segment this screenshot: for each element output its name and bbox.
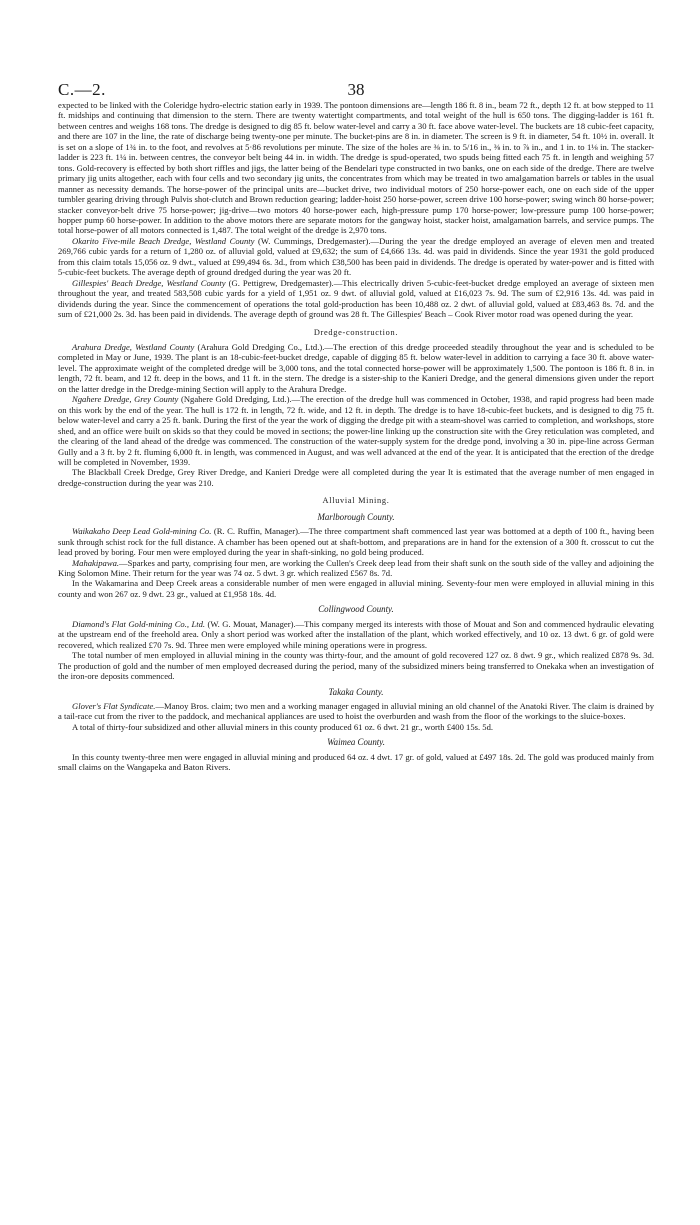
paragraph-diamonds-flat: [58, 619, 654, 650]
paragraph-ngahere: [58, 394, 654, 467]
okarito-title: Okarito Five-mile Beach Dredge, Westland County: [72, 235, 255, 246]
diamonds-title: Diamond's Flat Gold-mining Co., Ltd.: [72, 618, 206, 629]
paragraph-blackball: The Blackball Creek Dredge, Grey River Dredge, and Kanieri Dredge were all completed during the year It is estimated that the average number of men engaged in dredge-construction during the year was 210.: [58, 467, 654, 488]
paragraph-gillespies: [58, 278, 654, 320]
glovers-text: —Manoy Bros. claim; two men and a working manager engaged in alluvial mining an old channel of the Anatoki River. The claim is drained by a tail-race cut from the river to the paddock, and mechanical appliances are used to hoist the overburden and wash from the floor of the workings to the sluice-boxes.: [58, 701, 654, 722]
page-header: [58, 0, 654, 100]
gillespies-title: Gillespies' Beach Dredge, Westland County: [72, 277, 226, 288]
paragraph-waimea: In this county twenty-three men were engaged in alluvial mining and produced 64 oz. 4 dwt. 17 gr. of gold, valued at £497 18s. 2d. The gold was produced mainly from small claims on the Wangapeka and Baton Rivers.: [58, 751, 654, 773]
document-body: [58, 100, 654, 773]
paragraph-collingwood-total: The total number of men employed in alluvial mining in the county was thirty-four, and the amount of gold recovered 127 oz. 8 dwt. 9 gr., which realized £878 9s. 3d. The production of gold and the number of men employed decreased during the period, many of the subsidized miners being transferred to Onekaka when an investigation of the iron-ore deposits commenced.: [58, 650, 654, 682]
paragraph-arahura: [58, 342, 654, 394]
diamonds-text: (W. G. Mouat, Manager).—This company merged its interests with those of Mouat and Son and commenced hydraulic elevating at the upstream end of the freehold area. Only a short period was worked after the installation of the plant, which worked effectively, and 10 oz. 13 dwt. 6 gr. of gold were recovered, which realized £70 7s. 9d. Three men were employed while mining operations were in progress.: [58, 618, 654, 650]
heading-dredge-construction: Dredge-construction.: [313, 327, 399, 337]
page-number: 38: [347, 80, 365, 99]
paragraph-mahakipawa: [58, 558, 654, 579]
paragraph-takaka-total: A total of thirty-four subsidized and other alluvial miners in this county produced 61 oz. 6 dwt. 21 gr., worth £400 15s. 5d.: [72, 721, 494, 732]
ngahere-title: Ngahere Dredge, Grey County: [72, 394, 179, 405]
paragraph-intro: expected to be linked with the Coleridge hydro-electric station early in 1939. The pontoon dimensions are—length 186 ft. 8 in., beam 72 ft., depth 12 ft. at bow stepped to 11 ft. midships and continuing that dimension to the stern. There are twenty watertight compartments, and total weight of the hull is 650 tons. The digging-ladder is 161 ft. between centres and weighs 168 tons. The dredge is designed to dig 85 ft. below water-level and carry a 30 ft. face above water-level. The buckets are 18 cubic-feet capacity, and there are 107 in the line, the rate of discharge being twenty-one per minute. The bucket-pins are 8 in. in diameter. The screen is 9 ft. in diameter, 54 ft. 10½ in. overall. It is set on a slope of 1¾ in. to the foot, and revolves at 5·86 revolutions per minute. The size of the holes are ⅜ in. to 5/16 in., ⅜ in. to ⅞ in., and 1 in. to 1⅛ in. The stacker-ladder is 223 ft. 1¼ in. between centres, the conveyor belt being 44 in. in width. The dredge is spud-operated, two spuds being fitted each 75 ft. in length and weighing 57 tons. Gold-recovery is effected by both short riffles and jigs, the latter being of the Bendelari type constructed in two banks, one on each side of the dredge. There are twelve primary jig units altogether, each with four cells and two secondary jig units, the concentrates from which may be treated in two amalgamation barrels or tables in the usual manner as necessity demands. The horse-power of the principal units are—bucket drive, two individual motors of 250 horse-power each, one on each side of the upper tumbler gearing driving through Pulvis shot-clutch and Brown reduction gearing; ladder-hoist 250 horse-power, screen drive 100 horse-power; swing winch 80 horse-power; stacker conveyor-belt drive 75 horse-power; jig-drive—two motors 40 horse-power each, high-pressure pump 170 horse-power; low-pressure pump 100 horse-power; hopper pump 60 horse-power. In addition to the above motors there are separate motors for the gangway hoist, stacker hoist, amalgamation barrels, and service pumps. The total horse-power of all motors connected is 1,487. The total weight of the dredge is 2,970 tons.: [58, 100, 654, 236]
waikakaho-title: Waikakaho Deep Lead Gold-mining Co.: [72, 526, 212, 537]
heading-alluvial-mining: Alluvial Mining.: [322, 496, 390, 506]
heading-collingwood: Collingwood County.: [318, 604, 394, 615]
arahura-title: Arahura Dredge, Westland County: [72, 341, 195, 352]
paragraph-wakamarina: In the Wakamarina and Deep Creek areas a considerable number of men were engaged in alluvial mining. Seventy-four men were employed in alluvial mining in this county and won 267 oz. 9 dwt. 23 gr., valued at £1,958 18s. 4d.: [58, 578, 654, 599]
paragraph-glovers-flat: [58, 701, 654, 722]
ngahere-text: (Ngahere Gold Dredging, Ltd.).—The erection of the dredge hull was commenced in October, 1938, and rapid progress had been made on this work by the end of the year. The hull is 172 ft. in length, 72 ft. wide, and 12 ft. in depth. The dredge is to have 18-cubic-feet buckets, and is designed to dig 75 ft. below water-level and carry a 25 ft. bank. During the first of the year the work of digging the dredge pit with a steam-shovel was carried to completion, and workshops, store shed, and an office were built on skids so that they could be moved in sections; the power-line linking up the construction site with the Grey reticulation was completed, and the clearing of the land ahead of the dredge was commenced. The construction of the water-supply system for the dredge pond, involving a 30 in. pipe-line across German Gully and a 3 ft. by 2 ft. fluming 6,000 ft. in length, was commenced in August, and was well advanced at the end of the year. It is anticipated that the erection of the dredge will be completed in November, 1939.: [58, 394, 654, 467]
glovers-title: Glover's Flat Syndicate.: [72, 701, 156, 712]
heading-takaka: Takaka County.: [328, 686, 384, 697]
report-code: C.—2.: [58, 80, 106, 99]
arahura-text: (Arahura Gold Dredging Co., Ltd.).—The erection of this dredge proceeded steadily throughout the year and is scheduled to be completed in May or June, 1939. The plant is an 18-cubic-feet-bucket dredge, capable of digging 85 ft. below water-level in addition to carrying a face 30 ft. above water-level. The approximate weight of the completed dredge will be 3,000 tons, and the total connected horse-power will be approximately 1,500. The pontoon is 186 ft. 8 in. in length, 72 ft. beam, and 12 ft. deep in the bows, and 11 ft. in the stern. The dredge is a sister-ship to the Kanieri Dredge, and the general dimensions given under the report on the latter dredge in the Dredge-mining Section will apply to the Arahura Dredge.: [58, 341, 654, 394]
paragraph-okarito: [58, 236, 654, 278]
waikakaho-text: (R. C. Ruffin, Manager).—The three compartment shaft commenced last year was bottomed at a depth of 100 ft., having been sunk through schist rock for the full distance. A chamber has been opened out at shaft-bottom, and preparations are in hand for the extension of a 300 ft. crosscut to cut the lead proved by boring. Four men were employed during the year in shaft-sinking, no gold being produced.: [58, 526, 654, 558]
mahakipawa-title: Mahakipawa.: [72, 557, 120, 568]
gillespies-text: (G. Pettigrew, Dredgemaster).—This electrically driven 5-cubic-feet-bucket dredge employed an average of sixteen men throughout the year, and treated 583,508 cubic yards for a yield of 1,951 oz. 9 dwt. of alluvial gold, valued at £16,023 7s. 9d. The sum of £2,916 13s. 4d. was paid in dividends during the year. Since the commencement of operations the total gold-production has been 10,488 oz. 2 dwt. of alluvial gold, valued at £83,463 8s. 7d. and the sum of £21,000 2s. 3d. has been paid in dividends. The average depth of ground was 28 ft. The Gillespies' Beach – Cook River motor road was opened during the year.: [58, 277, 654, 320]
okarito-text: (W. Cummings, Dredgemaster).—During the year the dredge employed an average of eleven men and treated 269,766 cubic yards for a return of 1,280 oz. of alluvial gold, valued at £9,632; the sum of £4,666 13s. 4d. was paid in dividends. Since the year 1931 the gold produced from this claim totals 15,056 oz. 9 dwt., valued at £99,494 6s. 3d., from which £38,500 has been paid in dividends. The dredge is operated by water-power and is fitted with 5-cubic-feet buckets. The average depth of ground dredged during the year was 20 ft.: [58, 235, 654, 278]
paragraph-waikakaho: [58, 526, 654, 557]
heading-marlborough: Marlborough County.: [317, 511, 395, 522]
mahakipawa-text: —Sparkes and party, comprising four men, are working the Cullen's Creek deep lead from their shaft sunk on the south side of the valley and adjoining the King Solomon Mine. Their return for the year was 74 oz. 5 dwt. 3 gr. which realized £567 8s. 7d.: [58, 557, 654, 579]
heading-waimea: Waimea County.: [327, 737, 385, 748]
